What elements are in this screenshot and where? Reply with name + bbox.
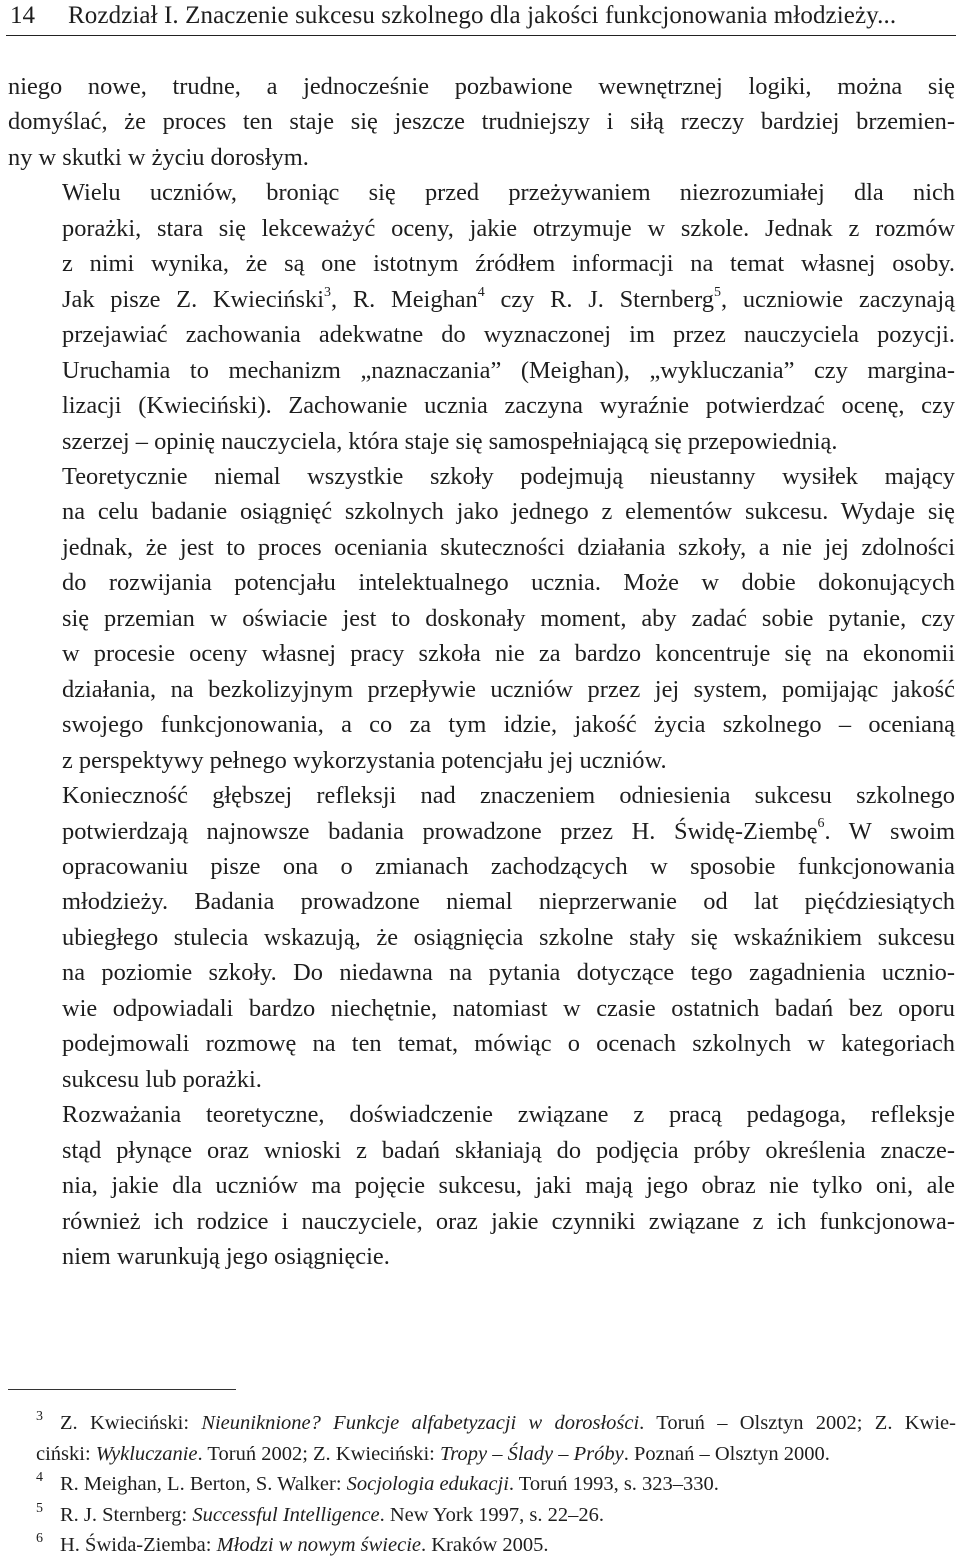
text-line: do rozwijania potencjału intelektualnego ucznia. Może w dobie dokonujących <box>62 569 955 597</box>
footnote-line: Z. Kwieciński: Nieuniknione? Funkcje alfabetyzacji w dorosłości. Toruń – Olsztyn 2002; Z. Kwie- <box>60 1412 956 1434</box>
text-line: opracowaniu pisze ona o zmianach zachodzących w sposobie funkcjonowania <box>62 852 955 880</box>
paragraph <box>8 778 955 1097</box>
text-line: Wielu uczniów, broniąc się przed przeżywaniem niezrozumiałej dla nich <box>62 179 955 207</box>
text-line: ubiegłego stulecia wskazują, że osiągnięcia szkolne stały się wskaźnikiem sukcesu <box>62 923 955 951</box>
text-line: Uruchamia to mechanizm „naznaczania” (Meighan), „wykluczania” czy margina- <box>62 356 955 384</box>
text-line: domyślać, że proces ten staje się jeszcze trudniejszy i siłą rzeczy bardziej brzemien- <box>8 108 955 136</box>
text-line: porażki, stara się lekceważyć oceny, jakie otrzymuje w szkole. Jednak z rozmów <box>62 214 955 242</box>
text-line: swojego funkcjonowania, a co za tym idzie, jakość życia szkolnego – ocenianą <box>62 711 955 739</box>
text-line: z nimi wynika, że są one istotnym źródłem informacji na temat własnej osoby. <box>62 250 955 278</box>
footnote-3 <box>36 1408 956 1469</box>
text-line: potwierdzają najnowsze badania prowadzone przez H. Świdę-Ziembę$^6$. W swoim <box>62 816 956 845</box>
footnote-6 <box>36 1530 956 1561</box>
footnote-number: 6 <box>36 1531 43 1546</box>
footnote-ref[interactable]: 3 <box>324 284 332 300</box>
footnote-number: 4 <box>36 1470 43 1485</box>
text-line: na celu badanie osiągnięć szkolnych jako jednego z elementów sukcesu. Wydaje się <box>62 498 955 526</box>
text-line: lizacji (Kwieciński). Zachowanie ucznia zaczyna wyraźnie potwierdzać ocenę, czy <box>62 392 955 420</box>
footnote-ref[interactable]: 5 <box>714 284 721 300</box>
text-line: podejmowali rozmowę na ten temat, mówiąc o ocenach szkolnych w kategoriach <box>62 1030 955 1058</box>
paragraph <box>8 175 955 459</box>
text-line: w procesie oceny własnej pracy szkoła nie za bardzo koncentruje się na ekonomii <box>62 640 955 668</box>
text-line: nia, jakie dla uczniów ma pojęcie sukcesu, jaki mają jego obraz nie tylko oni, ale <box>62 1172 955 1200</box>
footnotes <box>36 1408 956 1561</box>
text-line: niem warunkują jego osiągnięcie. <box>62 1242 390 1270</box>
footnote-line: R. J. Sternberg: Successful Intelligence. New York 1997, s. 22–26. <box>60 1503 604 1526</box>
running-title: Rozdział I. Znaczenie sukcesu szkolnego dla jakości funkcjonowania młodzieży... <box>68 2 897 29</box>
text-line: z perspektywy pełnego wykorzystania potencjału jej uczniów. <box>62 746 667 774</box>
text-line: przejawiać zachowania adekwatne do wyznaczonej im przez nauczyciela pozycji. <box>62 321 955 349</box>
paragraph <box>8 459 955 778</box>
text-line: jednak, że jest to proces oceniania skuteczności działania szkoły, a nie jej zdolności <box>62 533 955 561</box>
paragraph <box>8 1097 955 1274</box>
text-line: wie odpowiadali bardzo niechętnie, natomiast w czasie ostatnich badań bez oporu <box>62 994 955 1022</box>
text-line: Jak pisze Z. Kwieciński$^3$, R. Meighan$^4$ czy R. J. Sternberg$^5$, uczniowie zaczynają <box>62 284 955 313</box>
text-line: sukcesu lub porażki. <box>62 1065 262 1093</box>
text-line: się przemian w oświacie jest to doskonały moment, aby zadać sobie pytanie, czy <box>62 604 955 632</box>
paragraph <box>8 69 955 175</box>
text-line: również ich rodzice i nauczyciele, oraz jakie czynniki związane z ich funkcjonowa- <box>62 1207 955 1235</box>
text-line: młodzieży. Badania prowadzone niemal nieprzerwanie od lat pięćdziesiątych <box>62 888 955 916</box>
text-line: na poziomie szkoły. Do niedawna na pytania dotyczące tego zagadnienia ucznio- <box>62 959 955 987</box>
text-line: działania, na bezkolizyjnym przepływie uczniów przez jej system, pomijając jakość <box>62 675 955 703</box>
page-number: 14 <box>10 2 35 29</box>
footnote-4 <box>36 1469 956 1500</box>
body-text <box>8 69 955 1274</box>
footnote-line: ciński: Wykluczanie. Toruń 2002; Z. Kwieciński: Tropy – Ślady – Próby. Poznań – Olsztyn 2000. <box>36 1442 830 1465</box>
footnote-separator <box>8 1389 236 1390</box>
footnote-line: R. Meighan, L. Berton, S. Walker: Socjologia edukacji. Toruń 1993, s. 323–330. <box>60 1473 719 1495</box>
text-line: szerzej – opinię nauczyciela, która staje się samospełniającą się przepowiednią. <box>62 427 838 455</box>
text-line: Konieczność głębszej refleksji nad znaczeniem odniesienia sukcesu szkolnego <box>62 782 955 810</box>
running-header <box>6 0 956 36</box>
text-line: Rozważania teoretyczne, doświadczenie związane z pracą pedagoga, refleksje <box>62 1101 955 1129</box>
text-line: Teoretycznie niemal wszystkie szkoły podejmują nieustanny wysiłek mający <box>62 462 955 490</box>
footnote-ref[interactable]: 6 <box>817 816 825 832</box>
footnote-number: 3 <box>36 1409 43 1424</box>
footnote-ref[interactable]: 4 <box>477 284 485 300</box>
footnote-5 <box>36 1500 956 1531</box>
footnote-line: H. Świda-Ziemba: Młodzi w nowym świecie. Kraków 2005. <box>60 1534 549 1556</box>
footnote-number: 5 <box>36 1500 43 1516</box>
text-line: stąd płynące oraz wnioski z badań skłaniają do podjęcia próby określenia znacze- <box>62 1136 955 1164</box>
text-line: ny w skutki w życiu dorosłym. <box>8 143 309 171</box>
text-line: niego nowe, trudne, a jednocześnie pozbawione wewnętrznej logiki, można się <box>8 73 955 100</box>
